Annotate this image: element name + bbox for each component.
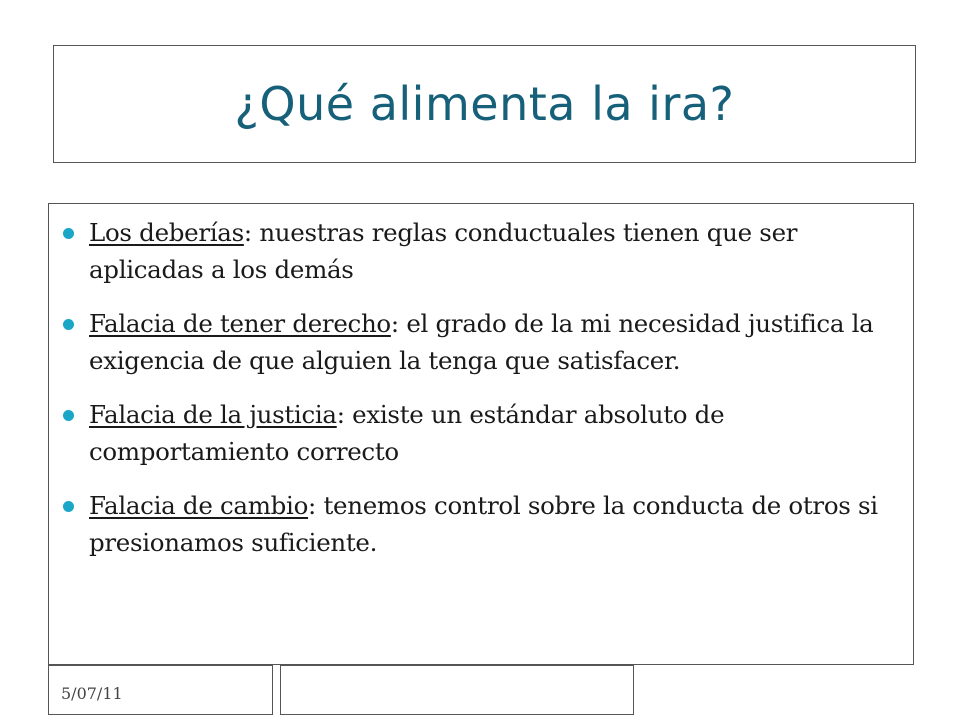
bullet-dot-icon bbox=[63, 410, 74, 421]
bullet-item bbox=[89, 396, 893, 470]
bullet-term: Falacia de la justicia bbox=[89, 400, 337, 429]
bullet-term: Falacia de tener derecho bbox=[89, 309, 391, 338]
bullet-dot-icon bbox=[63, 319, 74, 330]
bullet-text: : el grado de la mi necesidad justifica la exigencia de que alguien la tenga que satisfacer. bbox=[89, 309, 874, 375]
date-placeholder bbox=[48, 665, 273, 715]
bullet-term: Falacia de cambio bbox=[89, 491, 309, 520]
content-placeholder bbox=[48, 203, 914, 665]
footer-date: 5/07/11 bbox=[61, 684, 123, 703]
bullet-text: : nuestras reglas conductuales tienen que ser aplicadas a los demás bbox=[89, 218, 798, 284]
bullet-term: Los deberías bbox=[89, 218, 244, 247]
bullet-text: : existe un estándar absoluto de comportamiento correcto bbox=[89, 400, 725, 466]
bullet-dot-icon bbox=[63, 228, 74, 239]
bullet-list bbox=[49, 204, 913, 561]
bullet-dot-icon bbox=[63, 501, 74, 512]
bullet-text: : tenemos control sobre la conducta de otros si presionamos suficiente. bbox=[89, 491, 878, 557]
bullet-item bbox=[89, 487, 893, 561]
slide-title: ¿Qué alimenta la ira? bbox=[234, 77, 735, 131]
title-placeholder bbox=[53, 45, 916, 163]
bullet-item bbox=[89, 305, 893, 379]
bullet-item bbox=[89, 214, 893, 288]
footer-placeholder bbox=[280, 665, 634, 715]
